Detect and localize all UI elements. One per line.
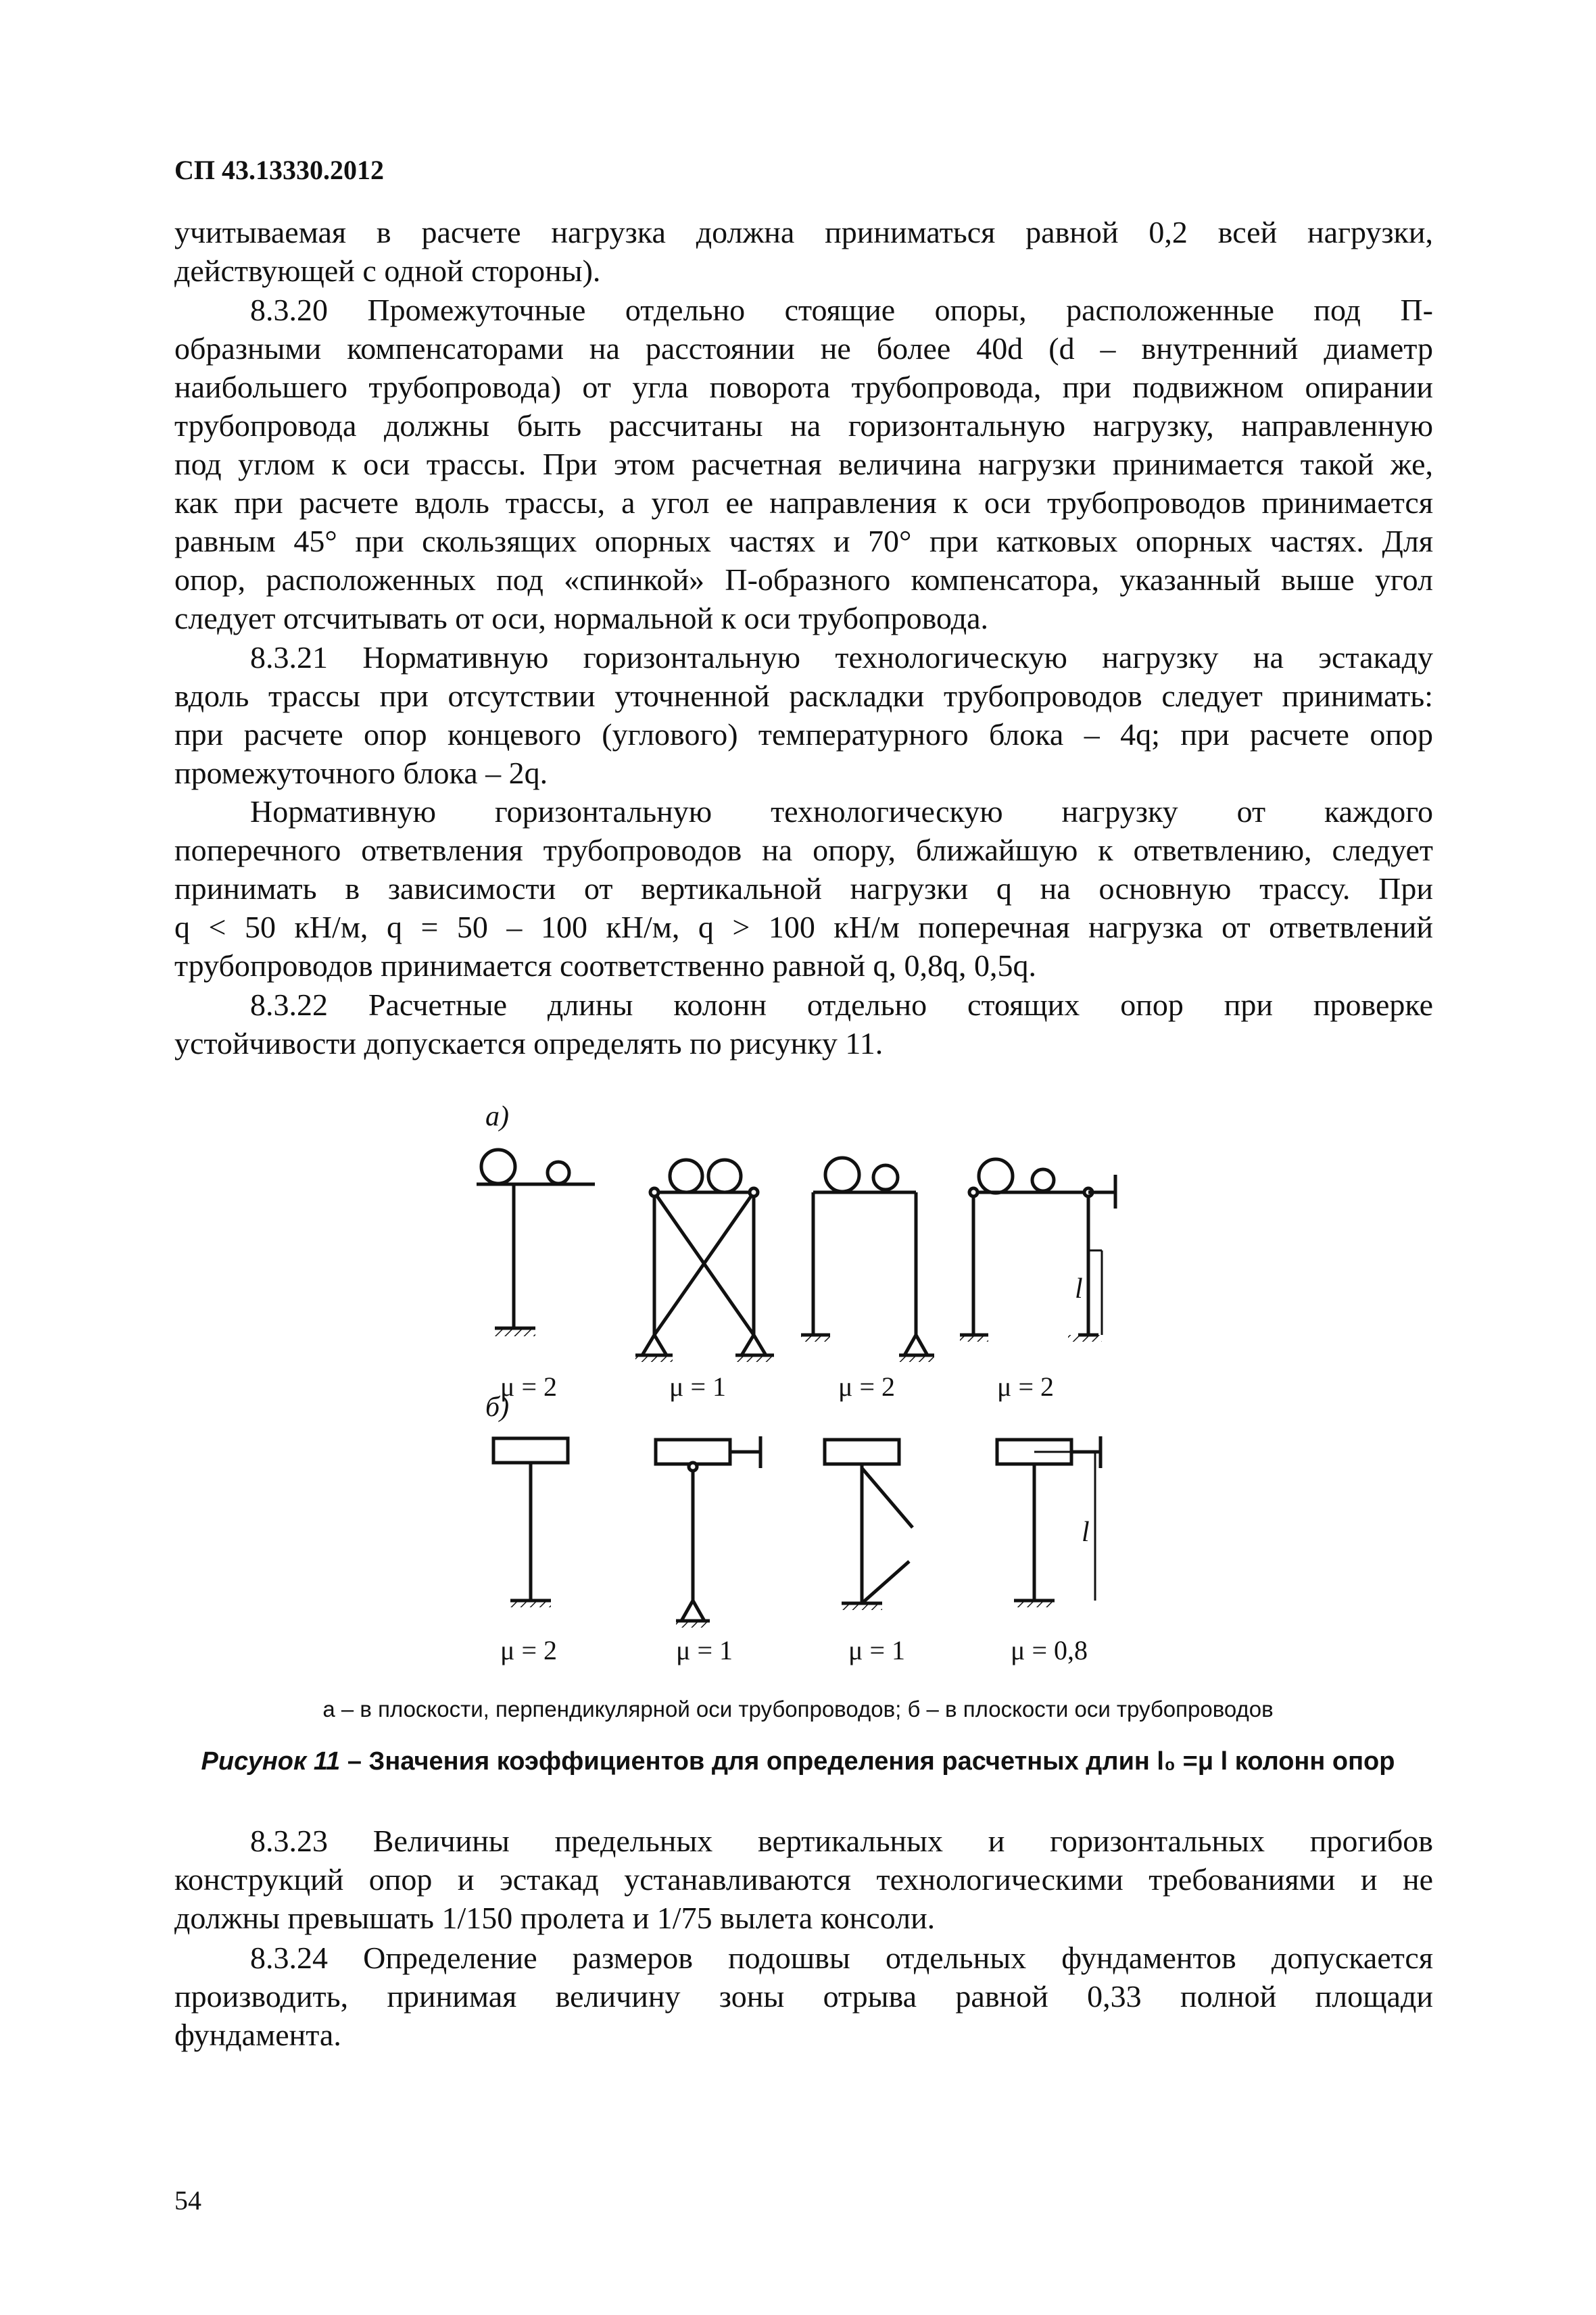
mu-b1: μ = 2 <box>500 1635 558 1665</box>
length-label-b: l <box>1082 1517 1090 1548</box>
text-line: 8.3.21 Нормативную горизонтальную технологическую нагрузку на эстакаду <box>250 640 1433 675</box>
text-line: устойчивости допускается определять по рисунку 11. <box>174 1026 884 1061</box>
text-line: учитываемая в расчете нагрузка должна приниматься равной 0,2 всей нагрузки, <box>174 215 1433 249</box>
frame-a1 <box>477 1150 595 1336</box>
paragraph-branch-load <box>174 792 1433 985</box>
mu-b4: μ = 0,8 <box>1011 1635 1088 1665</box>
mu-a2: μ = 1 <box>669 1371 727 1402</box>
text-line: 8.3.23 Величины предельных вертикальных и горизонтальных прогибов <box>250 1824 1433 1858</box>
text-line: наибольшего трубопровода) от угла поворота трубопровода, при подвижном опирании <box>174 370 1433 404</box>
text-line: производить, принимая величину зоны отрыва равной 0,33 полной площади <box>174 1979 1433 2014</box>
text-line: поперечного ответвления трубопроводов на опору, ближайшую к ответвлению, следует <box>174 833 1433 867</box>
caption-text: – Значения коэффициентов для определения расчетных длин l₀ =μ l колонн опор <box>340 1747 1395 1776</box>
figure-legend: а – в плоскости, перпендикулярной оси трубопроводов; б – в плоскости оси трубопроводов <box>322 1697 1274 1722</box>
mu-a1: μ = 2 <box>500 1371 558 1402</box>
text-line: должны превышать 1/150 пролета и 1/75 вылета консоли. <box>174 1901 936 1935</box>
text-line: 8.3.24 Определение размеров подошвы отдельных фундаментов допускается <box>250 1941 1433 1975</box>
label-a: а) <box>485 1101 509 1132</box>
paragraph-8-3-21 <box>174 638 1433 792</box>
text-line: трубопроводов принимается соответственно равной q, 0,8q, 0,5q. <box>174 948 1036 983</box>
text-line: при расчете опор концевого (углового) температурного блока – 4q; при расчете опор <box>174 717 1433 752</box>
text-line: 8.3.22 Расчетные длины колонн отдельно стоящих опор при проверке <box>250 988 1433 1022</box>
text-line: как при расчете вдоль трассы, а угол ее направления к оси трубопроводов принимается <box>174 485 1433 520</box>
text-line: q < 50 кН/м, q = 50 – 100 кН/м, q > 100 кН/м поперечная нагрузка от ответвлений <box>174 910 1433 944</box>
text-line: промежуточного блока – 2q. <box>174 756 548 790</box>
paragraph-8-3-22 <box>174 985 1433 1063</box>
paragraph-8-3-20 <box>174 291 1433 637</box>
caption-prefix: Рисунок 11 <box>201 1747 341 1776</box>
text-line: Нормативную горизонтальную технологическую нагрузку от каждого <box>250 794 1433 829</box>
text-line: действующей с одной стороны). <box>174 253 601 288</box>
frame-a4 <box>960 1159 1115 1342</box>
paragraph-continuation <box>174 213 1433 290</box>
frame-b1 <box>493 1438 568 1607</box>
text-line: равным 45° при скользящих опорных частях и 70° при катковых опорных частях. Для <box>174 524 1433 558</box>
mu-a3: μ = 2 <box>838 1371 896 1402</box>
label-b: б) <box>485 1392 510 1423</box>
text-line: трубопровода должны быть рассчитаны на горизонтальную нагрузку, направленную <box>174 408 1433 443</box>
text-line: опор, расположенных под «спинкой» П-образного компенсатора, указанный выше угол <box>174 562 1433 597</box>
mu-a4: μ = 2 <box>997 1371 1055 1402</box>
frame-a3 <box>801 1158 934 1362</box>
text-line: следует отсчитывать от оси, нормальной к оси трубопровода. <box>174 601 989 635</box>
text-line: конструкций опор и эстакад устанавливаются технологическими требованиями и не <box>174 1862 1433 1897</box>
text-line: под углом к оси трассы. При этом расчетная величина нагрузки принимается такой же, <box>174 447 1433 481</box>
text-line: образными компенсаторами на расстоянии не более 40d (d – внутренний диаметр <box>174 331 1433 366</box>
frame-b3 <box>825 1440 913 1610</box>
text-line: фундамента. <box>174 2018 341 2052</box>
text-line: 8.3.20 Промежуточные отдельно стоящие опоры, расположенные под П- <box>250 293 1433 327</box>
page-number: 54 <box>174 2185 201 2216</box>
paragraph-8-3-23 <box>174 1822 1433 1937</box>
frame-b2 <box>656 1436 760 1628</box>
length-label-a: l <box>1075 1273 1083 1305</box>
text-line: принимать в зависимости от вертикальной нагрузки q на основную трассу. При <box>174 871 1433 906</box>
figure-11-diagram <box>0 1095 1596 1730</box>
text-line: вдоль трассы при отсутствии уточненной раскладки трубопроводов следует принимать: <box>174 679 1433 713</box>
mu-b3: μ = 1 <box>848 1635 906 1665</box>
paragraph-8-3-24 <box>174 1939 1433 2054</box>
mu-b2: μ = 1 <box>676 1635 733 1665</box>
figure-caption <box>0 1747 1596 1776</box>
frame-a2 <box>635 1160 774 1362</box>
document-code-header: СП 43.13330.2012 <box>174 155 384 185</box>
